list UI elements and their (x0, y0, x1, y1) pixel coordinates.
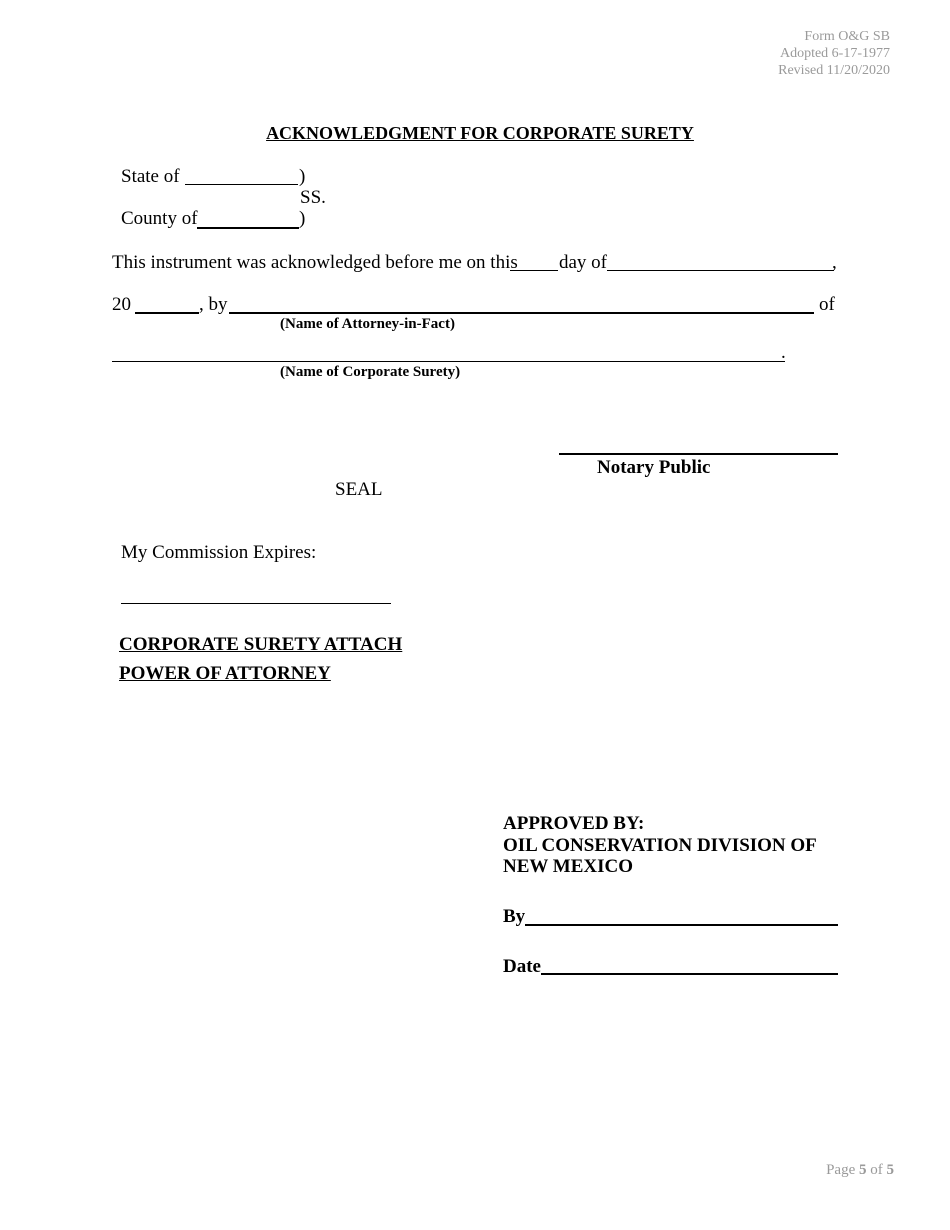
state-field[interactable] (185, 184, 298, 185)
page-title: ACKNOWLEDGMENT FOR CORPORATE SURETY (266, 123, 694, 143)
attorney-name-field[interactable] (229, 312, 814, 314)
state-label: State of (121, 166, 180, 187)
attorney-caption: (Name of Attorney-in-Fact) (280, 316, 455, 332)
approval-date-field[interactable] (541, 973, 838, 975)
month-field[interactable] (607, 270, 834, 271)
year-field[interactable] (135, 312, 199, 314)
page-current: 5 (859, 1162, 867, 1178)
approval-by-field[interactable] (525, 924, 838, 926)
page-total: 5 (886, 1162, 894, 1178)
approval-date-label: Date (503, 956, 541, 977)
acknowledgment-text: This instrument was acknowledged before me on this (112, 252, 518, 273)
surety-caption: (Name of Corporate Surety) (280, 364, 461, 380)
attach-note-line2: POWER OF ATTORNEY (119, 663, 331, 684)
by-label: , by (199, 294, 228, 315)
day-field[interactable] (510, 270, 558, 271)
county-paren: ) (299, 208, 306, 229)
year-prefix: 20 (112, 294, 131, 315)
notary-signature-field[interactable] (559, 453, 838, 455)
commission-label: My Commission Expires: (121, 542, 317, 563)
page-number (826, 1162, 894, 1179)
approval-by-label: By (503, 906, 526, 927)
form-identifier (778, 28, 890, 79)
form-adopted-date: Adopted 6-17-1977 (779, 46, 890, 61)
attach-note-line1: CORPORATE SURETY ATTACH (119, 634, 403, 655)
division-name-line1: OIL CONSERVATION DIVISION OF (503, 835, 817, 856)
county-field[interactable] (197, 227, 299, 229)
comma: , (832, 252, 837, 273)
form-revised-date: Revised 11/20/2020 (778, 63, 890, 78)
ss-label: SS. (300, 187, 326, 208)
division-name-line2: NEW MEXICO (503, 856, 634, 877)
of-label: of (819, 294, 835, 315)
page-of-word: of (870, 1162, 883, 1178)
surety-name-field[interactable] (112, 361, 785, 362)
county-label: County of (121, 208, 198, 229)
form-number: Form O&G SB (804, 29, 890, 44)
notary-public-label: Notary Public (597, 457, 711, 478)
period: . (781, 342, 786, 363)
state-paren: ) (299, 166, 306, 187)
page-word: Page (826, 1162, 856, 1178)
approved-by-label: APPROVED BY: (503, 813, 645, 834)
day-of-label: day of (559, 252, 608, 273)
seal-label: SEAL (335, 479, 383, 500)
commission-date-field[interactable] (121, 603, 391, 604)
